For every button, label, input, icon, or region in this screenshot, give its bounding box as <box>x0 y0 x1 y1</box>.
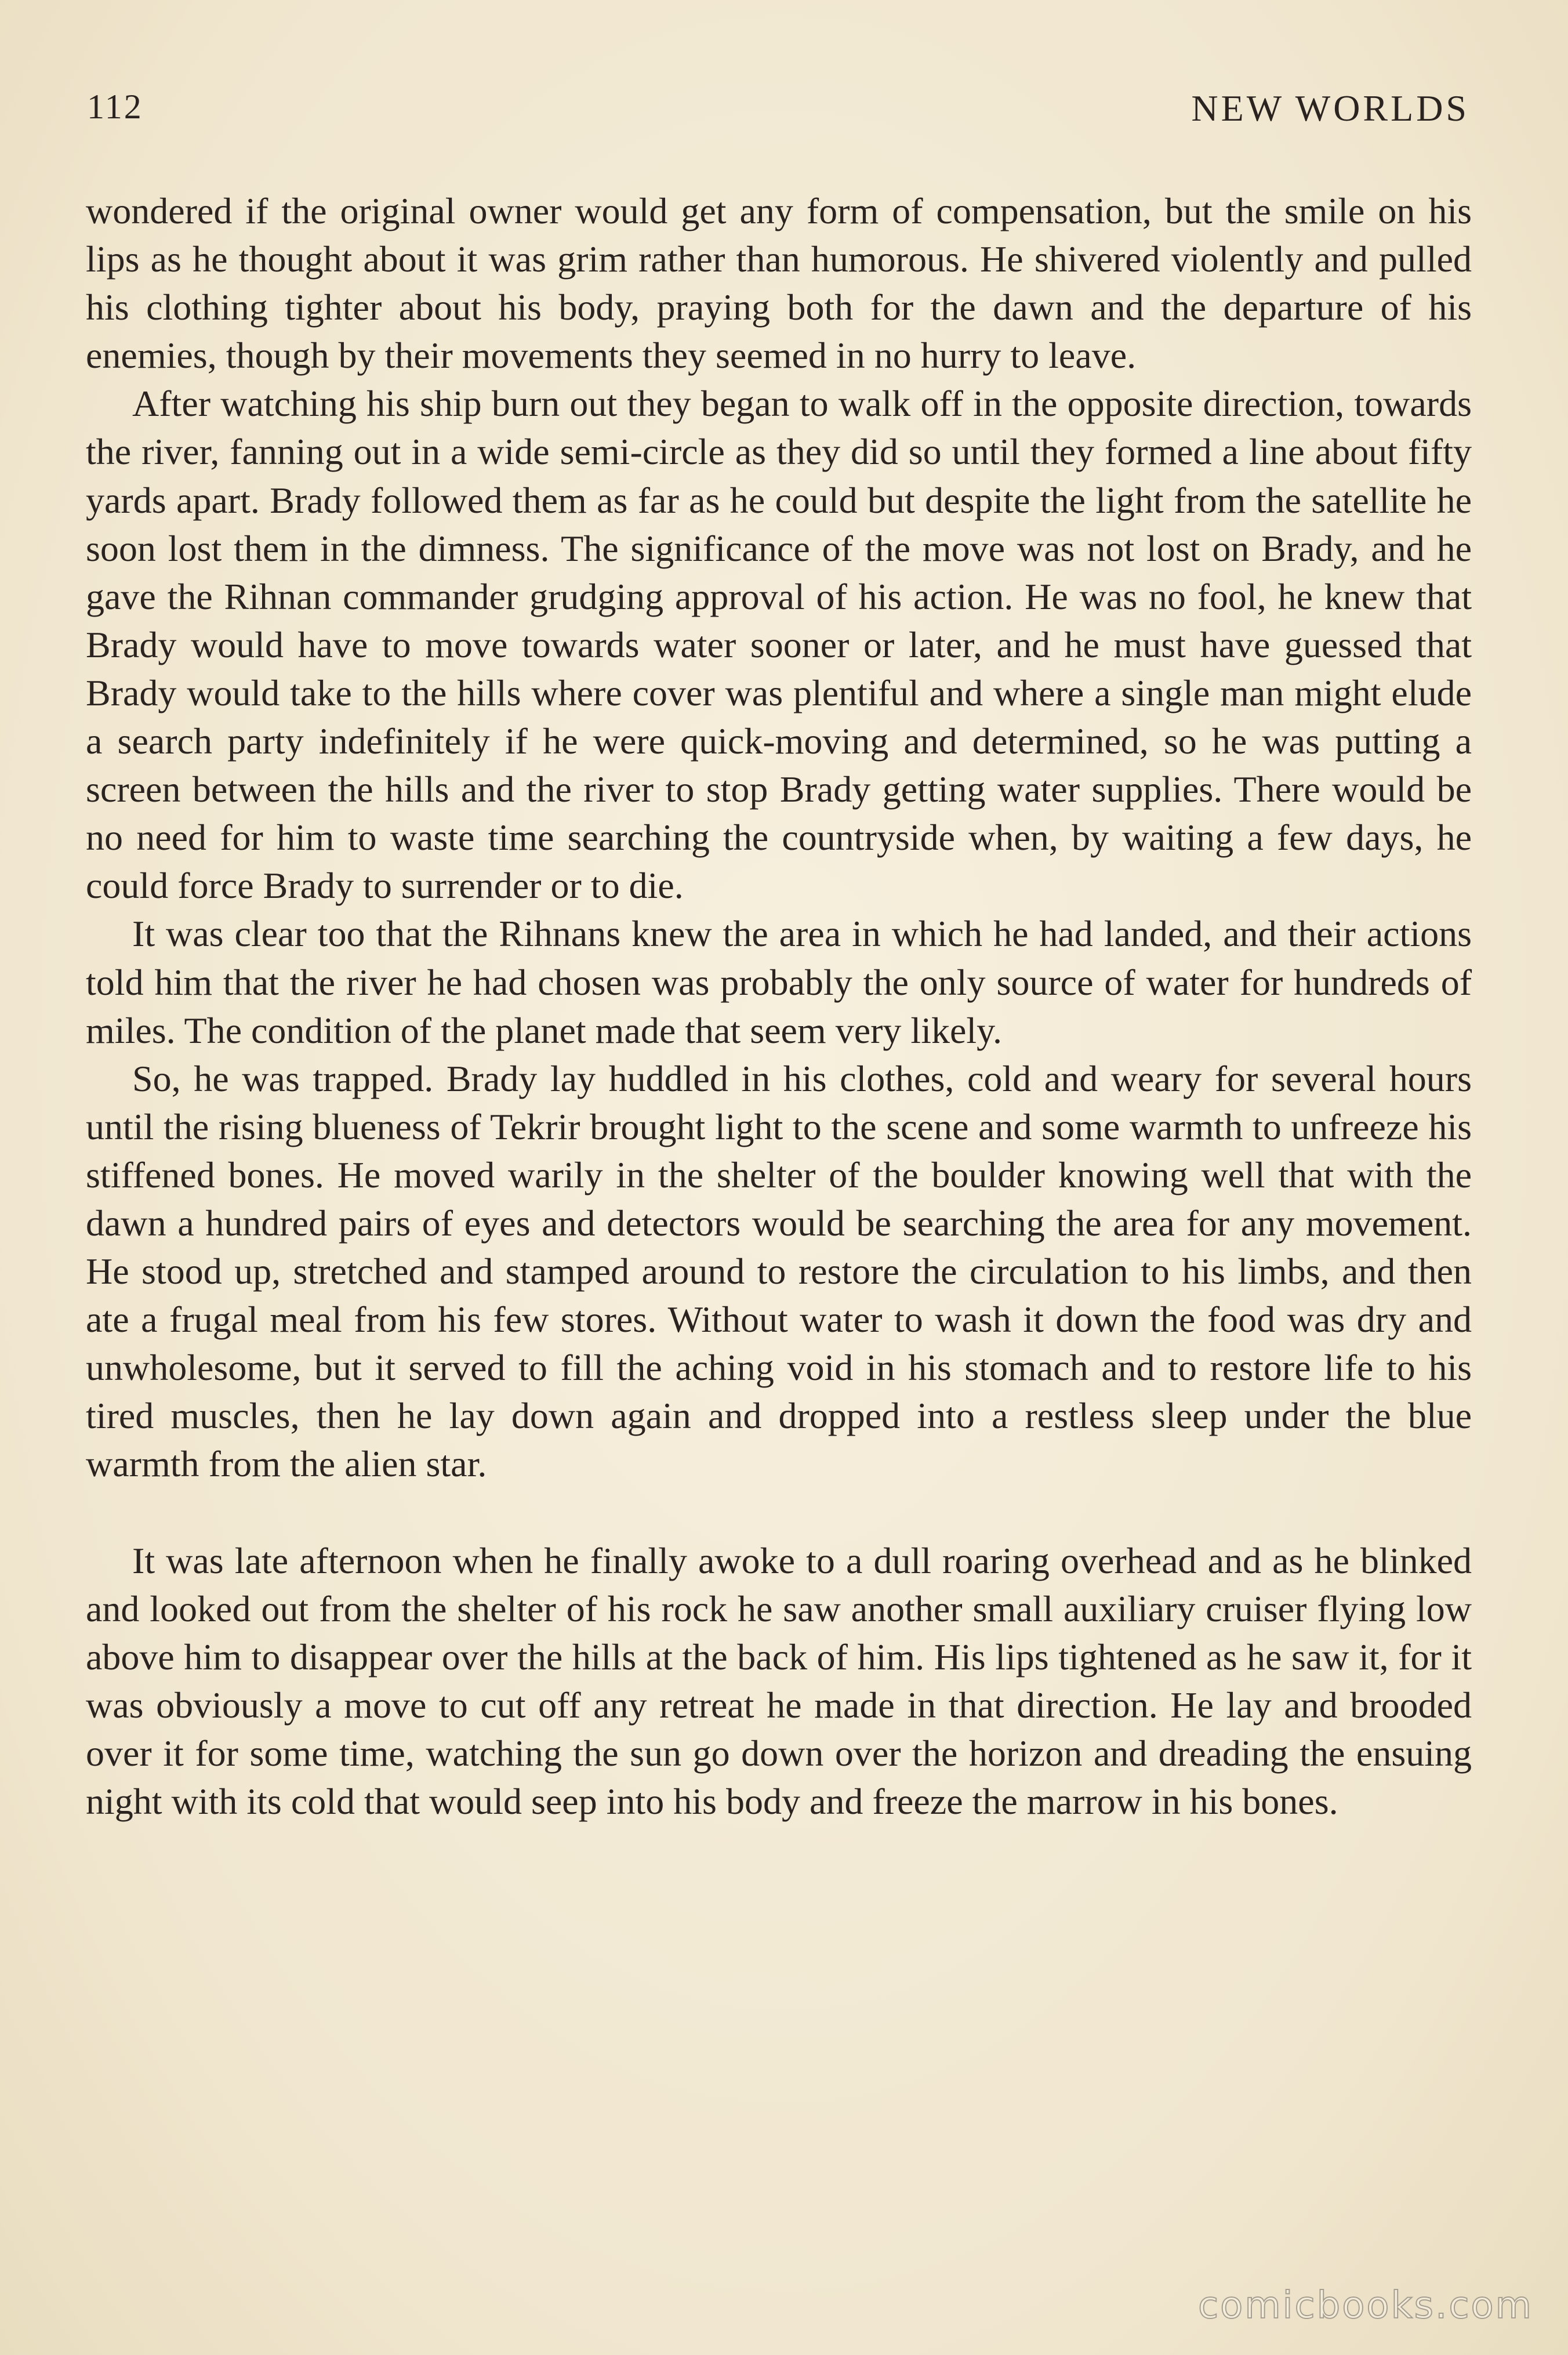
page-number: 112 <box>87 88 143 126</box>
running-head <box>87 87 1469 139</box>
paragraph-5: It was late afternoon when he finally awoke to a dull roaring overhead and as he blinked and looked out from the shelter of his rock he saw another small auxiliary cruiser flying low above him to disappear over the hills at the back of him. His lips tightened as he saw it, for it was obviously a move to cut off any retreat he made in that direction. He lay and brooded over it for some time, watching the sun go down over the horizon and dreading the ensuing night with its cold that would seep into his body and freeze the marrow in his bones. <box>86 1539 1472 1822</box>
paragraph-1: wondered if the original owner would get any form of compensation, but the smile on his lips as he thought about it was grim rather than humorous. He shivered violently and pulled his clothing tighter about his body, praying both for the dawn and the departure of his enemies, though by their movements they seemed in no hurry to leave. <box>86 190 1472 376</box>
paragraph-3: It was clear too that the Rihnans knew the area in which he had landed, and their actions told him that the river he had chosen was probably the only source of water for hundreds of miles. The condition of the planet made that seem very likely. <box>86 913 1472 1051</box>
body-text <box>86 187 1472 1825</box>
watermark: comicbooks.com <box>1197 2284 1533 2327</box>
paragraph-2: After watching his ship burn out they began to walk off in the opposite direction, towards the river, fanning out in a wide semi-circle as they did so until they formed a line about fifty yards apart. Brady followed them as far as he could but despite the light from the satellite he soon lost them in the dimness. The significance of the move was not lost on Brady, and he gave the Rihnan commander grudging approval of his action. He was no fool, he knew that Brady would have to move towards water sooner or later, and he must have guessed that Brady would take to the hills where cover was plentiful and where a single man might elude a search party indefinitely if he were quick-moving and determined, so he was putting a screen between the hills and the river to stop Brady getting water supplies. There would be no need for him to waste time searching the countryside when, by waiting a few days, he could force Brady to surrender or to die. <box>86 383 1472 907</box>
running-title: NEW WORLDS <box>1191 88 1469 129</box>
paragraph-4: So, he was trapped. Brady lay huddled in his clothes, cold and weary for several hours until the rising blueness of Tekrir brought light to the scene and some warmth to unfreeze his stiffened bones. He moved warily in the shelter of the boulder knowing well that with the dawn a hundred pairs of eyes and detectors would be searching the area for any movement. He stood up, stretched and stamped around to restore the circulation to his limbs, and then ate a frugal meal from his few stores. Without water to wash it down the food was dry and unwholesome, but it served to fill the aching void in his stomach and to restore life to his tired muscles, then he lay down again and dropped into a restless sleep under the blue warmth from the alien star. <box>86 1057 1472 1485</box>
